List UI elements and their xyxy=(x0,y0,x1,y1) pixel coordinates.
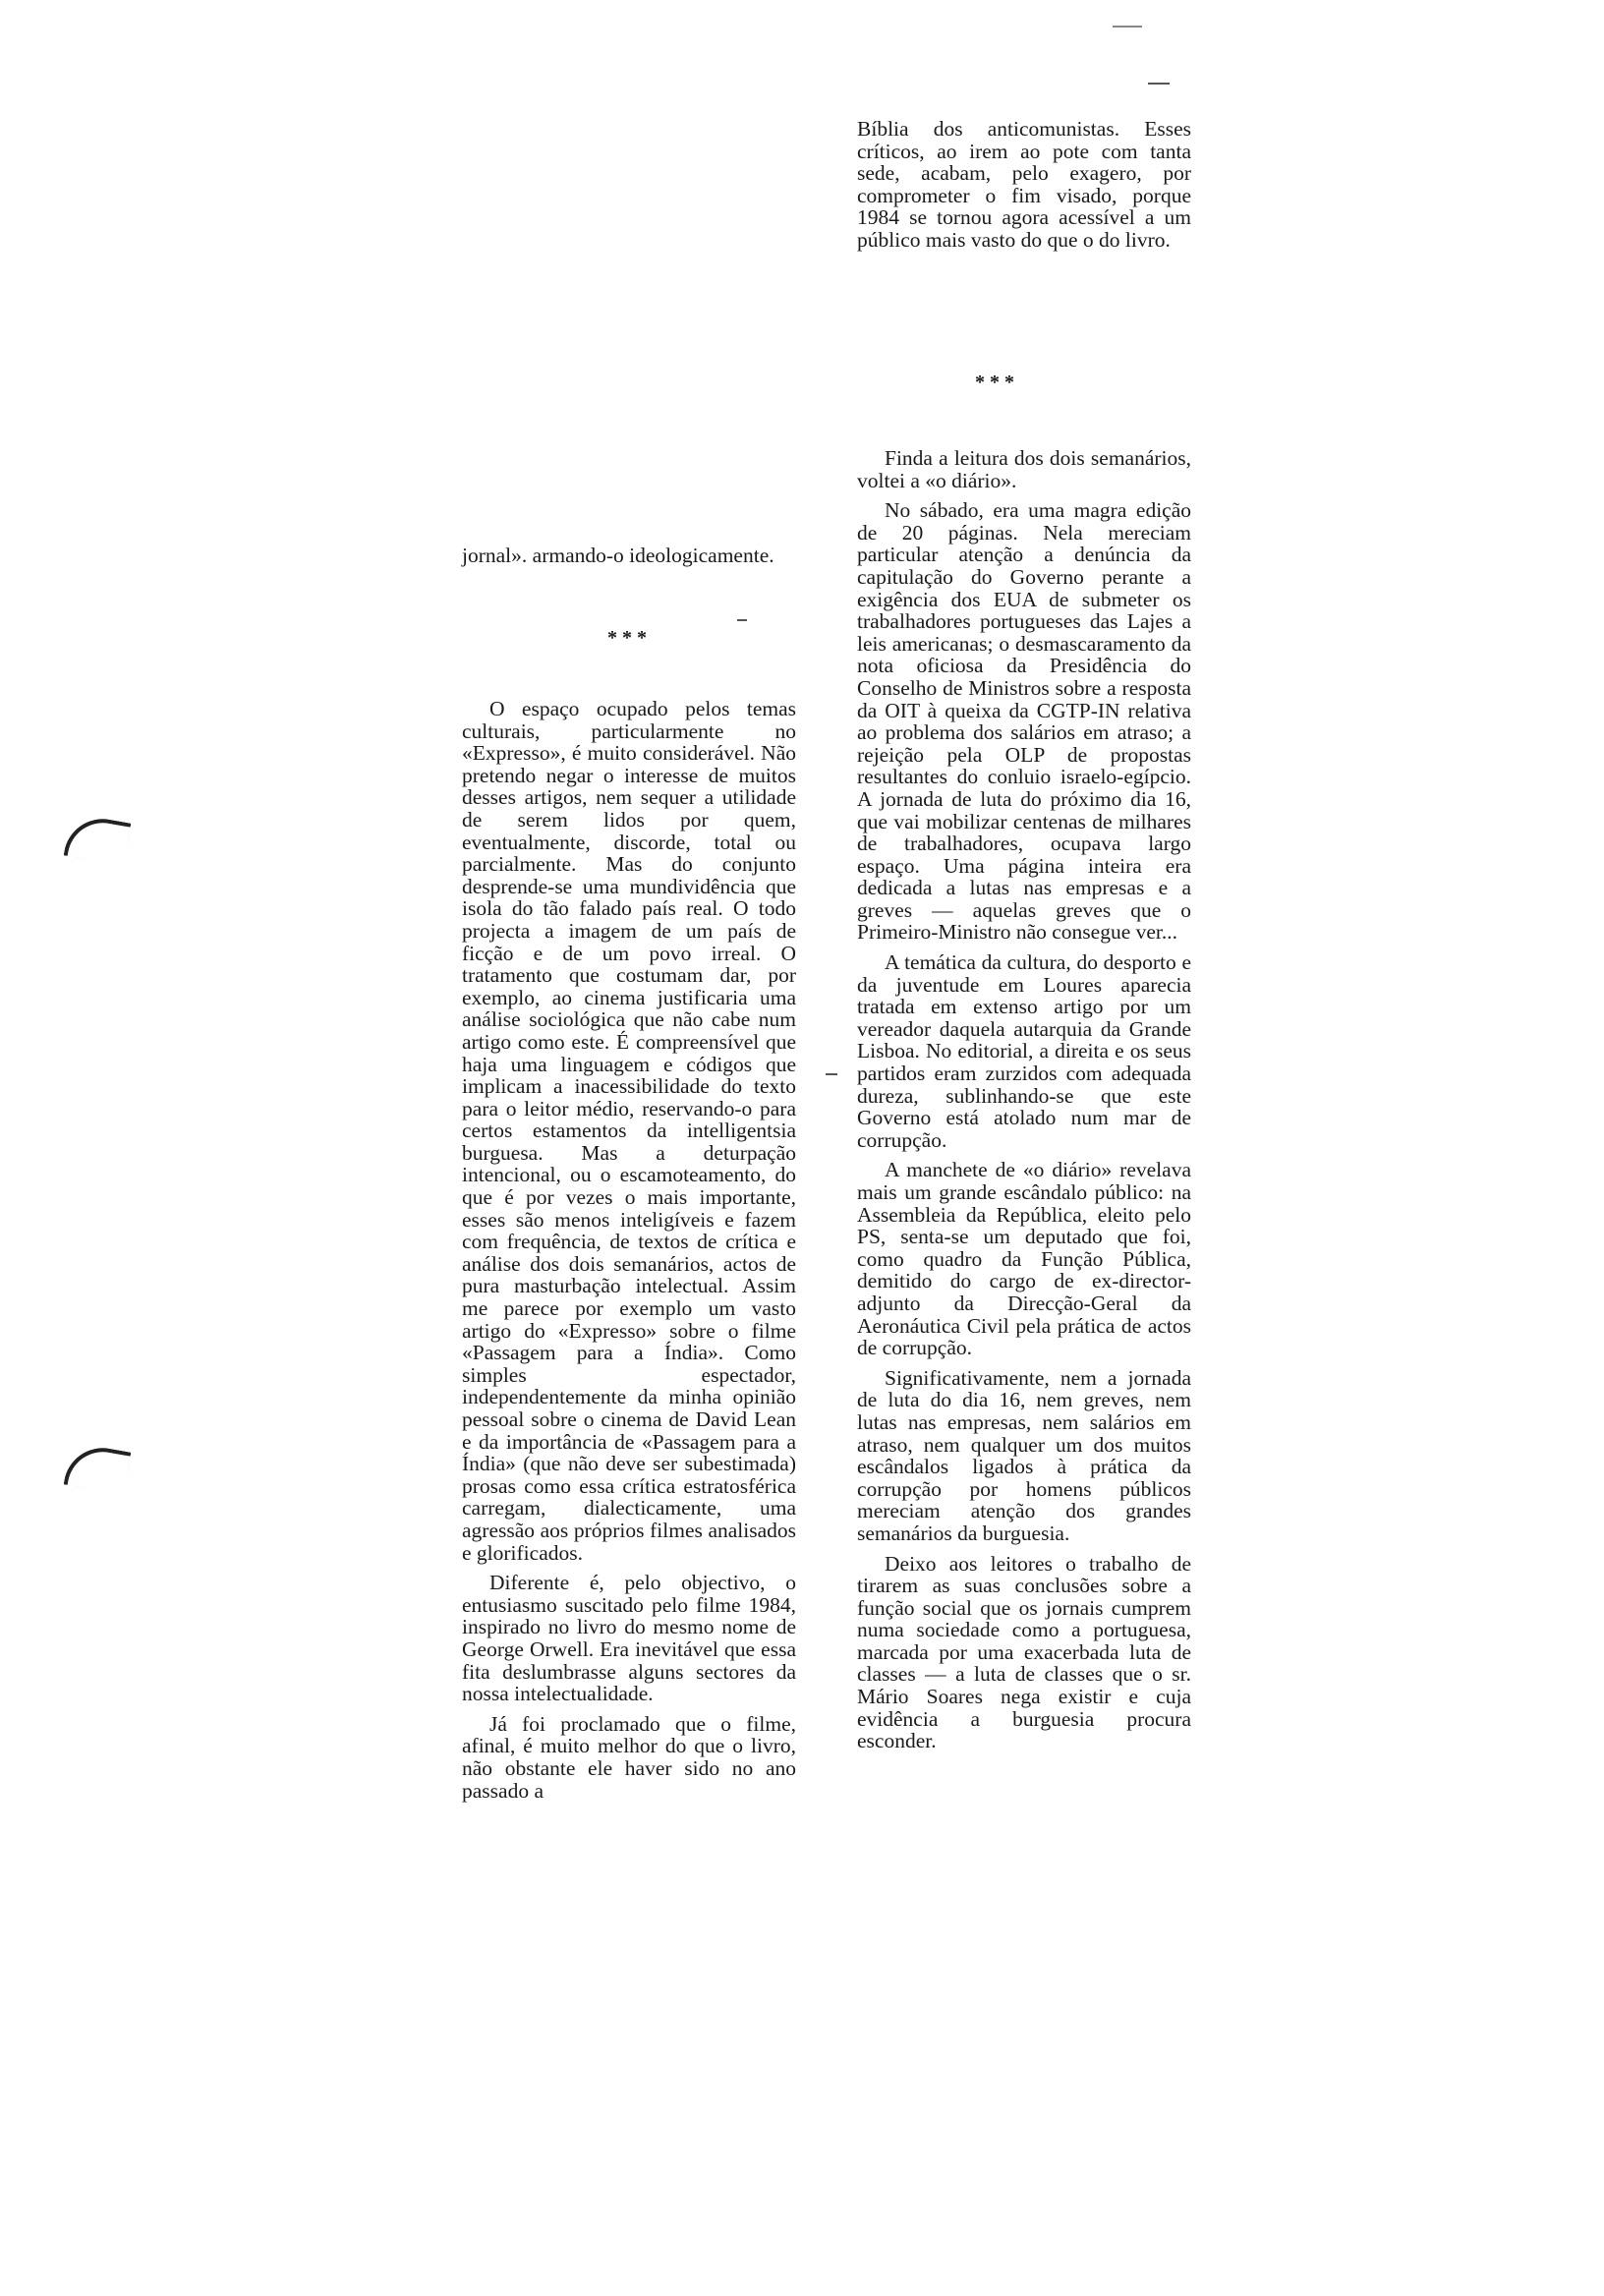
scan-mark-dash xyxy=(737,619,747,621)
article-paragraph: No sábado, era uma magra edição de 20 páginas. Nela mereciam particular atenção a denúncia da capitulação do Governo perante a exigência dos EUA de submeter os trabalhadores portugueses das Lajes a leis americanas; o desmascaramento da nota oficiosa da Presidência do Conselho de Ministros sobre a resposta da OIT à queixa da CGTP-IN relativa ao problema dos salários em atraso; a rejeição pela OLP de propostas resultantes do conluio israelo-egípcio. A jornada de luta do próximo dia 16, que vai mobilizar centenas de milhares de trabalhadores, ocupava largo espaço. Uma página inteira era dedicada a lutas nas empresas e a greves — aquelas greves que o Primeiro-Ministro não consegue ver... xyxy=(857,498,1191,945)
article-paragraph: A manchete de «o diário» revelava mais um grande escândalo público: na Assembleia da República, eleito pelo PS, senta-se um deputado que foi, como quadro da Função Pública, demitido do cargo de ex-director-adjunto da Direcção-Geral da Aeronáutica Civil pela prática de actos de corrupção. xyxy=(857,1158,1191,1360)
scan-mark-dash xyxy=(1113,26,1142,28)
article-paragraph: Deixo aos leitores o trabalho de tirarem as suas conclusões sobre a função social que os jornais cumprem numa sociedade como a portuguesa, marcada por uma exacerbada luta de classes — a luta de classes que o sr. Mário Soares nega existir e cuja evidência a burguesia procura esconder. xyxy=(857,1551,1191,1753)
scan-mark-dash xyxy=(1148,83,1170,85)
article-paragraph: Significativamente, nem a jornada de luta do dia 16, nem greves, nem lutas nas empresas, nem salários em atraso, nem qualquer um dos muitos escândalos ligados à prática da corrupção por homens públicos mereciam atenção dos grandes semanários da burguesia. xyxy=(857,1365,1191,1545)
article-paragraph: Diferente é, pelo objectivo, o entusiasmo suscitado pelo filme 1984, inspirado no livro do mesmo nome de George Orwell. Era inevitável que essa fita deslumbrasse alguns sectores da nossa intelectualidade. xyxy=(462,1571,796,1706)
article-paragraph: O espaço ocupado pelos temas culturais, particularmente no «Expresso», é muito considerável. Não pretendo negar o interesse de muitos desses artigos, nem sequer a utilidade de serem lidos por quem, eventualmente, discorde, total ou parcialmente. Mas do conjunto desprende-se uma mundividência que isola do tão falado país real. O todo projecta a imagem de um país de ficção e de um povo irreal. O tratamento que costumam dar, por exemplo, ao cinema justificaria uma análise sociológica que não cabe num artigo como este. É compreensível que haja uma linguagem e códigos que implicam a inacessibilidade do texto para o leitor médio, reservando-o para certos estamentos da intelligentsia burguesa. Mas a deturpação intencional, ou o escamoteamento, do que é por vezes o mais importante, esses são menos inteligíveis e fazem com frequência, de textos de crítica e análise dos dois semanários, actos de pura masturbação intelectual. Assim me parece por exemplo um vasto artigo do «Expresso» sobre o filme «Passagem para a Índia». Como simples espectador, independentemente da minha opinião pessoal sobre o cinema de David Lean e da importância de «Passagem para a Índia» (que não deve ser subestimada) prosas como essa crítica estratosférica carregam, dialecticamente, uma agressão aos próprios filmes analisados e glorificados. xyxy=(462,697,796,1565)
article-fragment: jornal». armando-o ideologicamente. xyxy=(462,544,774,567)
right-column xyxy=(857,447,1191,1752)
scan-mark-arc xyxy=(64,1442,132,1495)
article-paragraph: Finda a leitura dos dois semanários, voltei a «o diário». xyxy=(857,446,1191,492)
scan-mark-dash xyxy=(826,1073,837,1075)
scan-mark-arc xyxy=(64,813,132,866)
article-continuation: Bíblia dos anticomunistas. Esses críticos, ao irem ao pote com tanta sede, acabam, pelo exagero, por comprometer o fim visado, porque 1984 se tornou agora acessível a um público mais vasto do que o do livro. xyxy=(857,117,1191,252)
article-paragraph: A temática da cultura, do desporto e da juventude em Loures aparecia tratada em extenso artigo por um vereador daquela autarquia da Grande Lisboa. No editorial, a direita e os seus partidos eram zurzidos com adequada dureza, sublinhando-se que este Governo está atolado num mar de corrupção. xyxy=(857,950,1191,1152)
left-column xyxy=(462,698,796,1802)
section-separator-right: * * * xyxy=(975,372,1014,393)
section-separator-left: * * * xyxy=(607,627,647,649)
article-paragraph: Já foi proclamado que o filme, afinal, é muito melhor do que o livro, não obstante ele haver sido no ano passado a xyxy=(462,1711,796,1803)
left-column-fragment xyxy=(462,545,796,567)
right-column-continuation xyxy=(857,118,1191,252)
